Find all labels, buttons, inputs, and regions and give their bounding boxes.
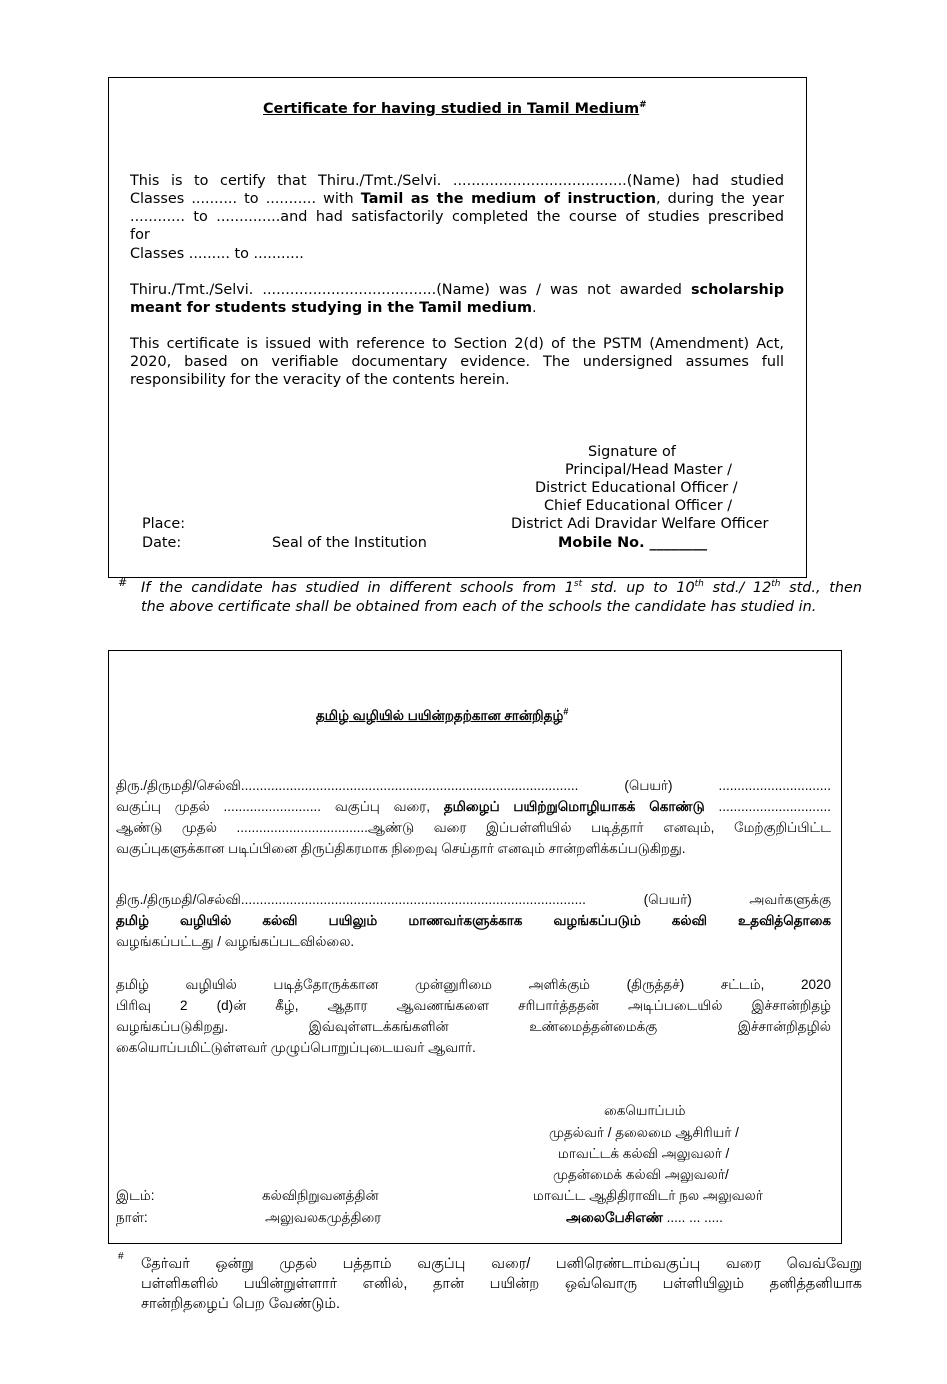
tamil-certificate-title: தமிழ் வழியில் பயின்றதற்கான சான்றிதழ்# [316,706,569,723]
tamil-para1-line4: வகுப்புகளுக்கான படிப்பினை திருப்திகரமாக நிறைவு செய்தார் எனவும் சான்றளிக்கப்படுகிறது. [116,841,686,856]
tamil-signature-line1: கையொப்பம் [604,1103,686,1118]
tamil-para3-line2: பிரிவு 2 (d)ன் கீழ், ஆதார ஆவணங்களை சரிபார்த்ததன் அடிப்படையில் இச்சான்றிதழ் [116,998,831,1013]
english-para2-line1: Thiru./Tmt./Selvi. ......................................(Name) was / was not awarded scholarship [130,282,784,298]
english-signature-line3: District Educational Officer / [535,480,738,496]
tamil-signature-line3: மாவட்டக் கல்வி அலுவலர் / [558,1146,730,1161]
english-para3-line2: 2020, based on verifiable documentary evidence. The undersigned assumes full [130,354,784,370]
tamil-para3-line1: தமிழ் வழியில் படித்தோருக்கான முன்னுரிமை அளிக்கும் (திருத்தச்) சட்டம், 2020 [116,977,831,992]
english-para1-line2: Classes .......... to ........... with Tamil as the medium of instruction, during the year [130,191,784,207]
tamil-seal-line2: அலுவலகமுத்திரை [265,1210,382,1225]
english-signature-line4: Chief Educational Officer / [544,498,733,514]
english-certificate-title: Certificate for having studied in Tamil Medium# [263,100,647,117]
english-signature-line5: District Adi Dravidar Welfare Officer [511,516,769,532]
english-place-label: Place: [142,516,186,532]
tamil-para2-line3: வழங்கப்பட்டது / வழங்கப்படவில்லை. [116,934,355,949]
tamil-signature-line5: மாவட்ட ஆதிதிராவிடர் நல அலுவலர் [533,1188,763,1203]
english-para1-line5: Classes ......... to ........... [130,246,304,262]
tamil-para3-line3: வழங்கப்படுகிறது. இவ்வுள்ளடக்கங்களின் உண்மைத்தன்மைக்கு இச்சான்றிதழில் [116,1019,831,1034]
tamil-para2-line1: திரு./திருமதி/செல்வி............................................................................................ (பெயர்) அவர்களுக்கு [116,892,831,907]
tamil-signature-line2: முதல்வர் / தலைமை ஆசிரியர் / [549,1125,739,1140]
english-footnote-mark: # [118,576,128,589]
english-para3-line1: This certificate is issued with reference to Section 2(d) of the PSTM (Amendment) Act, [130,336,784,352]
tamil-date-label: நாள்: [116,1210,148,1225]
english-signature-line1: Signature of [588,444,676,460]
tamil-para1-line3: ஆண்டு முதல் ...................................ஆண்டு வரை இப்பள்ளியில் படித்தார் எனவும், மேற்குறிப்பிட்ட [116,820,831,835]
english-para1-line1: This is to certify that Thiru./Tmt./Selvi. ......................................(Name) had studied [130,173,784,189]
tamil-footnote-line2: பள்ளிகளில் பயின்றுள்ளார் எனில், தான் பயின்ற ஒவ்வொரு பள்ளியிலும் தனித்தனியாக [141,1276,862,1292]
tamil-para2-line2: தமிழ் வழியில் கல்வி பயிலும் மாணவர்களுக்காக வழங்கப்படும் கல்வி உதவித்தொகை [116,913,831,928]
english-para2-line2: meant for students studying in the Tamil medium. [130,300,537,316]
english-seal-label: Seal of the Institution [272,535,427,551]
tamil-signature-line4: முதன்மைக் கல்வி அலுவலர்/ [553,1167,729,1182]
english-para3-line3: responsibility for the veracity of the contents herein. [130,372,510,388]
english-footnote-line1: If the candidate has studied in different schools from 1st std. up to 10th std./ 12th std., then [141,579,862,596]
english-signature-line2: Principal/Head Master / [565,462,732,478]
tamil-seal-line1: கல்விநிறுவனத்தின் [262,1188,379,1203]
english-para1-line4: for [130,227,150,243]
tamil-footnote-line1: தேர்வர் ஒன்று முதல் பத்தாம் வகுப்பு வரை/ பனிரெண்டாம்வகுப்பு வரை வெவ்வேறு [141,1256,862,1272]
tamil-mobile-number: அலைபேசிஎண் ..... ... ..... [566,1210,723,1225]
english-date-label: Date: [142,535,182,551]
tamil-place-label: இடம்: [116,1188,155,1203]
tamil-para1-line2: வகுப்பு முதல் .......................... வகுப்பு வரை, தமிழைப் பயிற்றுமொழியாகக் கொண்டு .............................. [116,799,831,814]
english-mobile-number: Mobile No. ________ [558,535,708,551]
english-para1-line3: ............ to ..............and had satisfactorily completed the course of studies prescribed [130,209,784,225]
tamil-footnote-mark: # [118,1251,124,1262]
tamil-para1-line1: திரு./திருமதி/செல்வி.......................................................................................... (பெயர்) .............................. [116,778,831,793]
english-footnote-line2: the above certificate shall be obtained from each of the schools the candidate has studied in. [141,599,817,615]
tamil-footnote-line3: சான்றிதழைப் பெற வேண்டும். [141,1296,341,1312]
tamil-para3-line4: கையொப்பமிட்டுள்ளவர் முழுப்பொறுப்புடையவர் ஆவார். [116,1040,476,1055]
